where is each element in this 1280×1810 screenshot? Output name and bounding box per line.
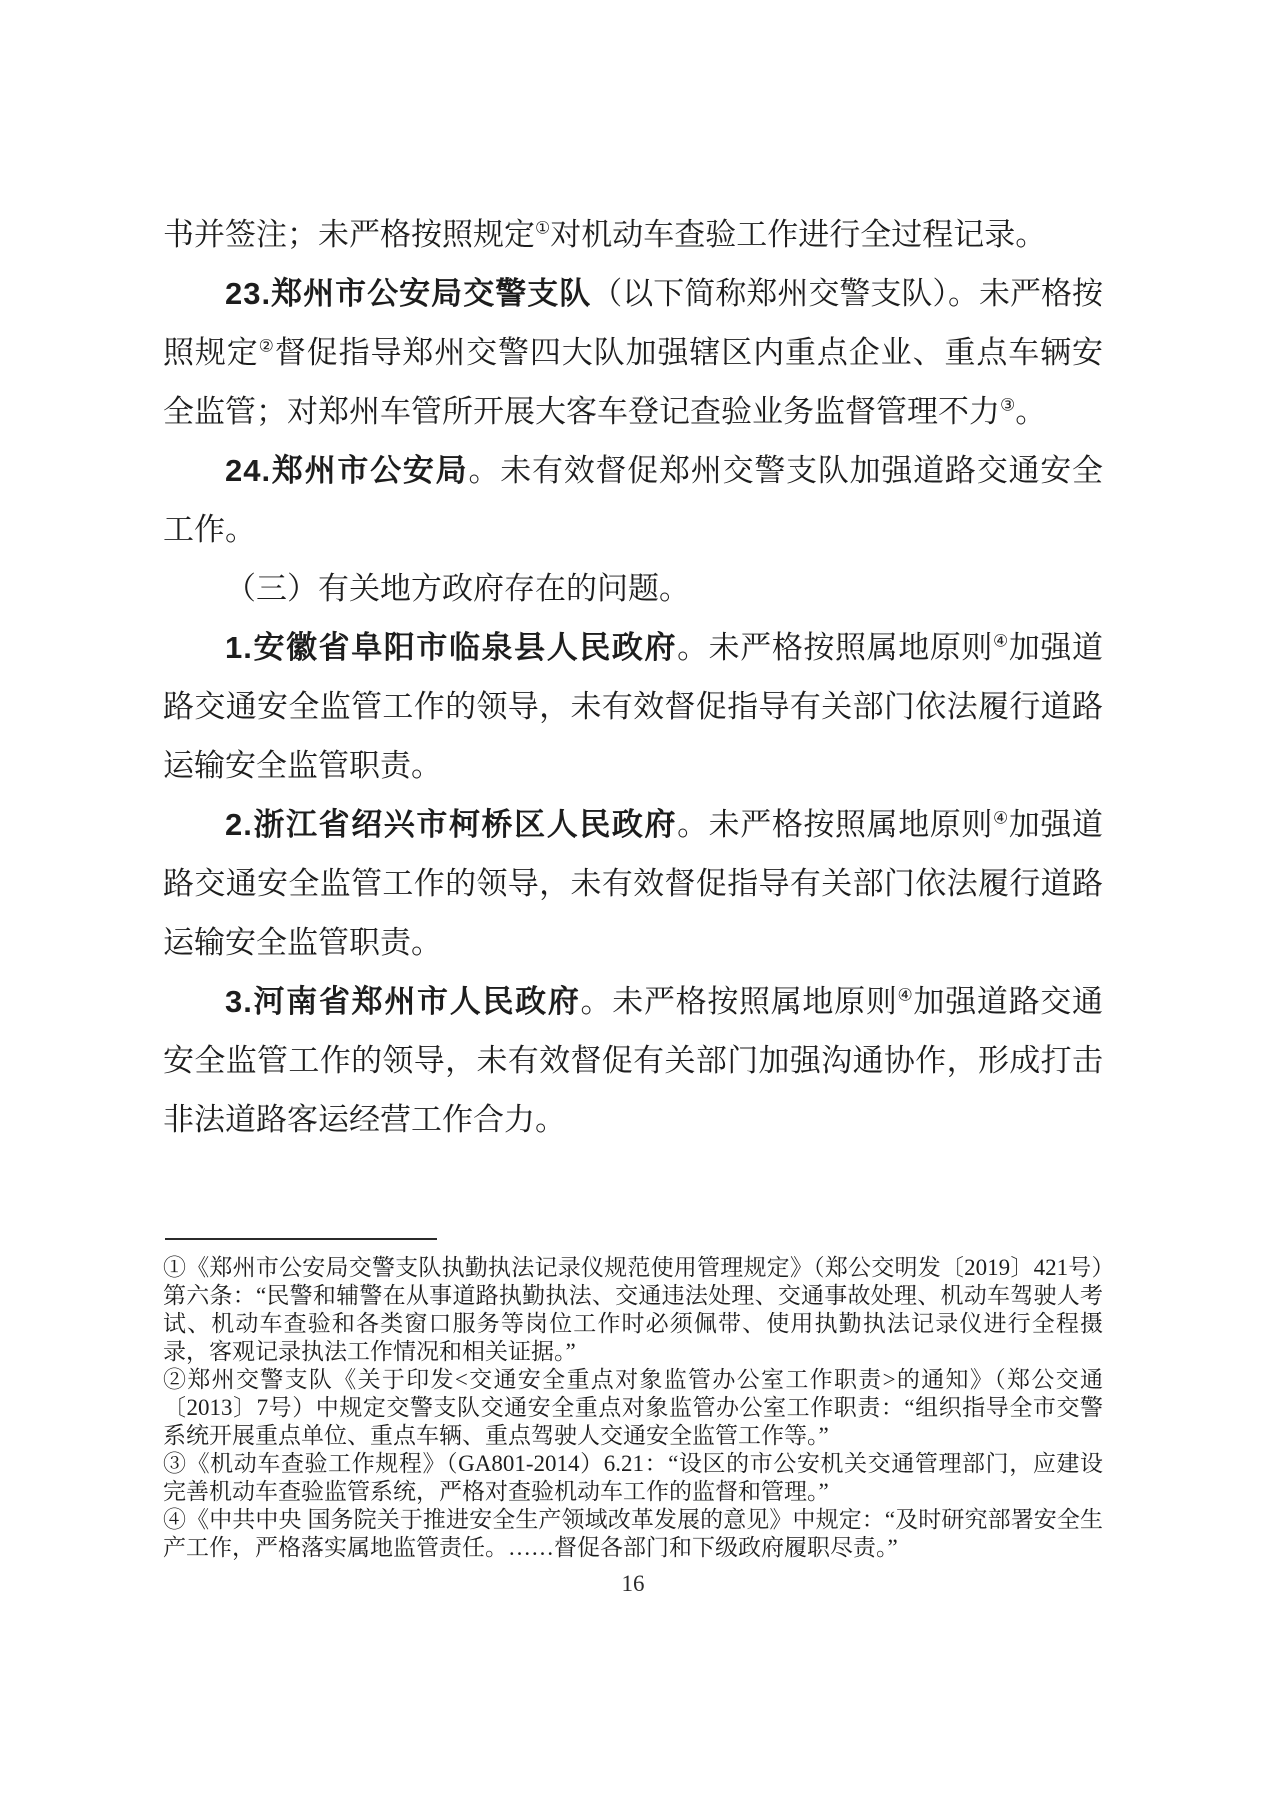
body-text: 。 (1015, 394, 1047, 429)
footnote-2: ②郑州交警支队《关于印发<交通安全重点对象监管办公室工作职责>的通知》（郑公交通〔2013〕7号）中规定交警支队交通安全重点对象监管办公室工作职责：“组织指导全市交警系统开展重点单位、重点车辆、重点驾驶人交通安全监管工作等。” (163, 1367, 1103, 1448)
footnote-ref-4: ④ (992, 631, 1009, 651)
body-text: 督促指导郑州交警四大队加强辖区内重点企业、重点车辆安全监管；对郑州车管所开展大客车登记查验业务监督管理不力 (163, 335, 1103, 429)
body-text: 。未严格按照属地原则 (580, 984, 898, 1019)
footnotes (163, 1254, 1103, 1562)
paragraph-gov-3 (163, 972, 1103, 1149)
main-text (163, 205, 1103, 1149)
paragraph-gov-2 (163, 795, 1103, 972)
body-text: 。未有效督促郑州交警支队加强道路交通安全工作。 (163, 453, 1103, 547)
footnote-ref-4: ④ (992, 808, 1009, 828)
section-heading (163, 559, 1103, 618)
body-text: 。未严格按照属地原则 (677, 630, 993, 665)
paragraph-lead: 1.安徽省阜阳市临泉县人民政府 (225, 630, 678, 665)
paragraph-24 (163, 441, 1103, 559)
body-text: （以下简称郑州交警支队）。未严格按照规定 (163, 276, 1104, 370)
footnote-3: ③《机动车查验工作规程》（GA801-2014）6.21：“设区的市公安机关交通管理部门，应建设完善机动车查验监管系统，严格对查验机动车工作的监督和管理。” (163, 1451, 1103, 1504)
paragraph-23 (163, 264, 1103, 441)
paragraph-lead: 24.郑州市公安局 (225, 453, 469, 488)
footnote-ref-4: ④ (897, 985, 914, 1005)
body-text: 书并签注；未严格按照规定 (163, 217, 535, 252)
section-heading-text: （三）有关地方政府存在的问题。 (225, 571, 690, 606)
footnote-ref-3: ③ (1000, 395, 1016, 415)
body-text: 加强道路交通安全监管工作的领导，未有效督促指导有关部门依法履行道路运输安全监管职责。 (163, 630, 1103, 783)
body-text: 加强道路交通安全监管工作的领导，未有效督促指导有关部门依法履行道路运输安全监管职责。 (163, 807, 1103, 960)
footnote-divider (165, 1238, 437, 1240)
page-number: 16 (621, 1571, 645, 1596)
footnote-ref-2: ② (258, 336, 275, 356)
body-text: 。未严格按照属地原则 (677, 807, 993, 842)
paragraph-continuation (163, 205, 1103, 264)
footnote-ref-1: ① (535, 218, 551, 238)
paragraph-lead: 3.河南省郑州市人民政府 (225, 984, 581, 1019)
paragraph-gov-1 (163, 618, 1103, 795)
footnote-1: ①《郑州市公安局交警支队执勤执法记录仪规范使用管理规定》（郑公交明发〔2019〕421号）第六条：“民警和辅警在从事道路执勤执法、交通违法处理、交通事故处理、机动车驾驶人考试、机动车查验和各类窗口服务等岗位工作时必须佩带、使用执勤执法记录仪进行全程摄录，客观记录执法工作情况和相关证据。” (163, 1255, 1103, 1364)
body-text: 对机动车查验工作进行全过程记录。 (550, 217, 1047, 252)
paragraph-lead: 23.郑州市公安局交警支队 (225, 276, 592, 311)
paragraph-lead: 2.浙江省绍兴市柯桥区人民政府 (225, 807, 678, 842)
footnote-4: ④《中共中央 国务院关于推进安全生产领域改革发展的意见》中规定：“及时研究部署安全生产工作，严格落实属地监管责任。……督促各部门和下级政府履职尽责。” (163, 1507, 1103, 1560)
body-text: 加强道路交通安全监管工作的领导，未有效督促有关部门加强沟通协作，形成打击非法道路客运经营工作合力。 (163, 984, 1103, 1137)
